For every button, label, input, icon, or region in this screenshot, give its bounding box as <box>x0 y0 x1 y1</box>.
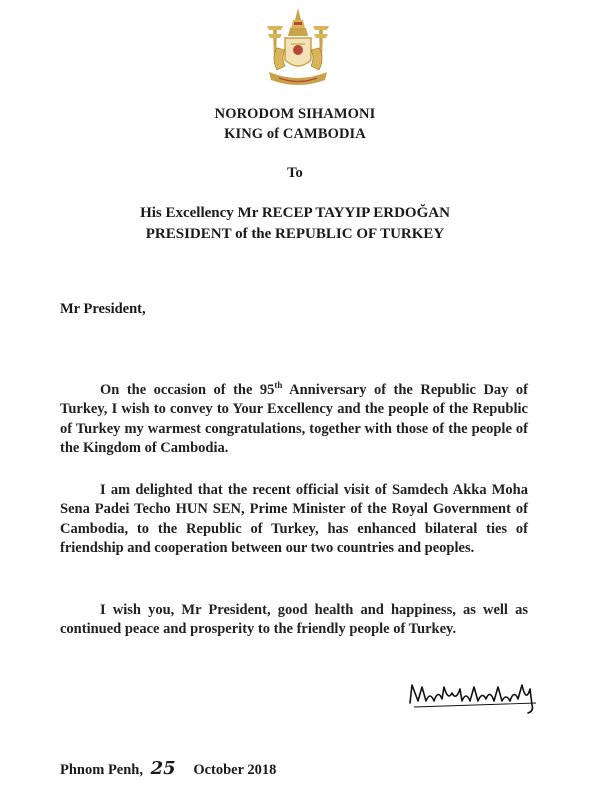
paragraph-anniversary <box>60 381 528 459</box>
date-line <box>60 758 276 779</box>
recipient-name: His Excellency Mr RECEP TAYYIP ERDOĞAN <box>140 205 450 221</box>
paragraph-anniversary-rest: Anniversary of the Republic Day of Turkey, I wish to convey to Your Excellency and the people of the Republic of Turkey my warmest congratulations, together with those of the people of the Kingdom of Cambodia. <box>60 382 528 457</box>
paragraph-anniversary-start: On the occasion of the 95 <box>100 382 275 398</box>
signature-icon <box>404 675 544 715</box>
paragraph-official-visit: I am delighted that the recent official visit of Samdech Akka Moha Sena Padei Techo HUN SEN, Prime Minister of the Royal Government of Cambodia, to the Republic of Turkey, has enhanced bilateral ties of friendship and cooperation between our two countries and peoples. <box>60 482 528 557</box>
to-label: To <box>287 165 303 181</box>
recipient-title: PRESIDENT of the REPUBLIC OF TURKEY <box>145 226 445 242</box>
place: Phnom Penh, <box>60 762 143 778</box>
paragraph-wishes: I wish you, Mr President, good health and happiness, as well as continued peace and prosperity to the friendly people of Turkey. <box>60 602 528 638</box>
sender-name: NORODOM SIHAMONI <box>214 106 376 122</box>
salutation: Mr President, <box>60 301 146 317</box>
month-year: October 2018 <box>193 762 277 778</box>
ordinal-suffix: th <box>274 380 283 391</box>
royal-crest-icon <box>255 6 341 96</box>
handwritten-day: 25 <box>150 758 176 779</box>
sender-title: KING of CAMBODIA <box>224 126 366 142</box>
